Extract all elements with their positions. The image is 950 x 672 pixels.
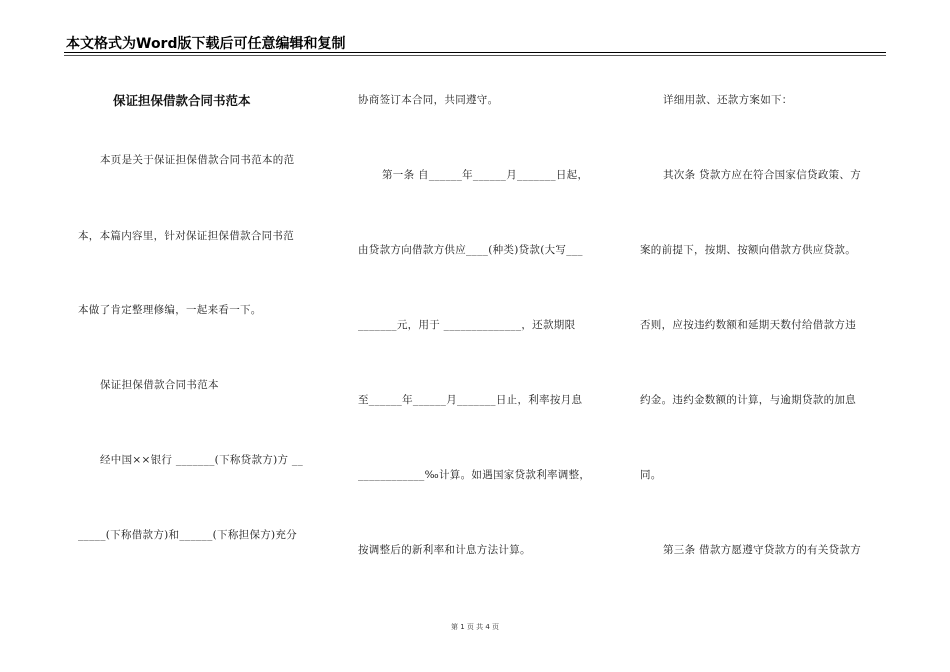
column-2-line: 第一条 自______年______月_______日起， [382, 169, 589, 181]
column-2-line: _______元，用于 ______________，还款期限 [358, 319, 576, 331]
document-title: 保证担保借款合同书范本 [113, 93, 251, 108]
column-1-line: _____(下称借款方)和______(下称担保方)充分 [78, 529, 298, 541]
column-3-line: 其次条 贷款方应在符合国家信贷政策、方 [663, 169, 862, 181]
column-1-line: 经中国××银行 _______(下称贷款方)方 __ [100, 454, 304, 466]
column-3-line: 第三条 借款方愿遵守贷款方的有关贷款方 [663, 544, 862, 556]
column-3-line: 约金。违约金数额的计算，与逾期贷款的加息 [640, 394, 856, 406]
column-2-line: 至______年______月_______日止，利率按月息 [358, 394, 583, 406]
column-3-line: 详细用款、还款方案如下： [663, 94, 793, 106]
column-3-line: 案的前提下，按期、按额向借款方供应贷款。 [640, 244, 856, 256]
column-2-line: ____________‰计算。如遇国家贷款利率调整， [358, 469, 591, 481]
column-1-line: 本页是关于保证担保借款合同书范本的范 [100, 154, 295, 166]
page-header-title: 本文格式为Word版下载后可任意编辑和复制 [66, 36, 346, 52]
column-2-line: 协商签订本合同，共同遵守。 [358, 94, 499, 106]
header-rule [64, 52, 886, 53]
column-3-line: 否则，应按违约数额和延期天数付给借款方违 [640, 319, 856, 331]
column-1-line: 本，本篇内容里，针对保证担保借款合同书范 [78, 230, 294, 242]
column-3-line: 同。 [640, 469, 662, 481]
header-rule-thin [64, 55, 886, 56]
column-1-line: 保证担保借款合同书范本 [100, 379, 219, 391]
column-1-line: 本做了肯定整理修编，一起来看一下。 [78, 304, 262, 316]
page-footer: 第 1 页 共 4 页 [450, 623, 500, 631]
column-2-line: 按调整后的新利率和计息方法计算。 [358, 544, 531, 556]
column-2-line: 由贷款方向借款方供应____(种类)贷款(大写___ [358, 244, 583, 256]
